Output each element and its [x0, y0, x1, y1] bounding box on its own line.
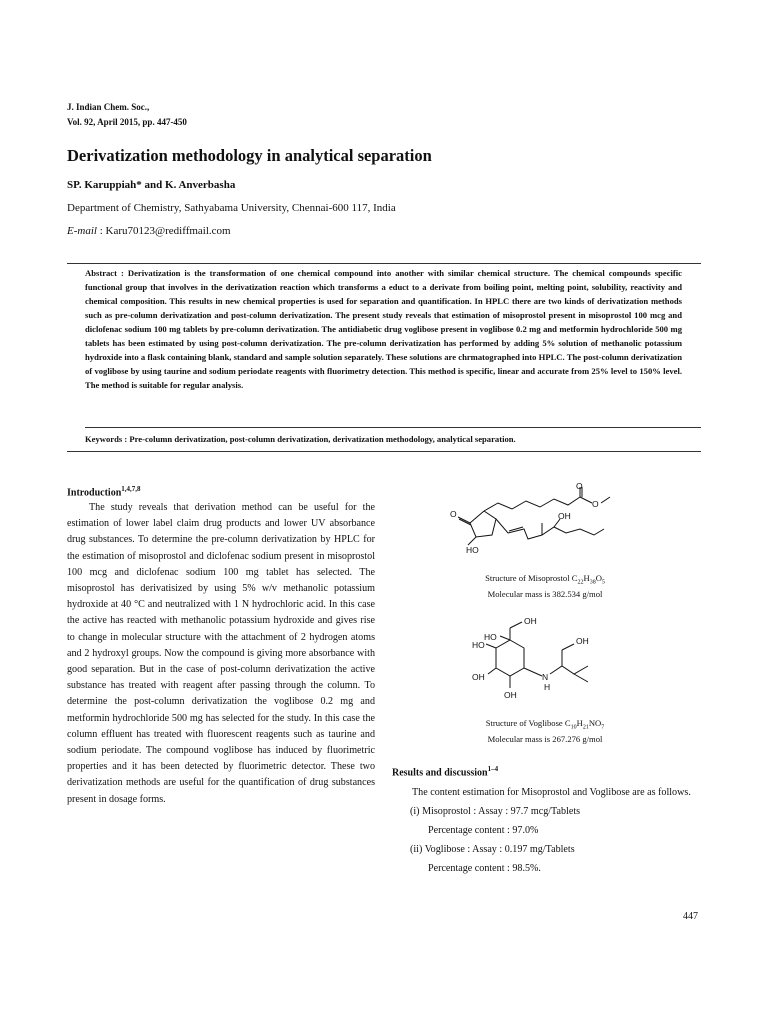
misoprostol-formula: Structure of Misoprostol $C_{22}H_{38}O_5$ [485, 573, 605, 586]
result-item-assay: Voglibose : Assay : 0.197 mg/Tablets [424, 844, 575, 855]
results-refs: 1–4 [487, 765, 499, 773]
result-item [392, 802, 704, 821]
atom-label: O [576, 483, 583, 491]
atom-label: N [542, 672, 549, 682]
voglibose-structure [466, 618, 646, 708]
result-item-number: (ii) [410, 844, 423, 855]
email-label: E-mail [67, 225, 97, 237]
results-heading-text: Results and discussion [392, 767, 488, 779]
atom-label: OH [558, 511, 571, 521]
result-item-percent: Percentage content : 98.5%. [428, 863, 541, 874]
page-number: 447 [683, 911, 698, 922]
misoprostol-mass: Molecular mass is 382.534 g/mol [487, 588, 603, 599]
journal-citation [67, 100, 187, 130]
atom-label: HO [472, 640, 485, 650]
introduction-heading-text: Introduction [67, 487, 122, 499]
results-intro: The content estimation for Misoprostol and Voglibose are as follows. [412, 787, 691, 798]
introduction-heading [67, 485, 141, 498]
introduction-refs: 1,4,7,8 [121, 485, 141, 493]
keywords: Keywords : Pre-column derivatization, post-column derivatization, derivatization methodology, analytical separation. [85, 434, 516, 444]
affiliation: Department of Chemistry, Sathyabama University, Chennai-600 117, India [67, 202, 396, 214]
atom-label: H [544, 682, 551, 692]
atom-label: OH [576, 636, 589, 646]
misoprostol-caption [430, 573, 660, 600]
result-item-percent: Percentage content : 97.0% [428, 825, 539, 836]
atom-label: OH [472, 672, 485, 682]
result-item-number: (i) [410, 806, 420, 817]
atom-label: HO [466, 545, 479, 555]
abstract-top-rule [67, 263, 701, 264]
abstract: Abstract : Derivatization is the transformation of one chemical compound into another with similar chemical structure. The chemical compounds specific functional group that involves in the derivatization reaction which transforms a educt to a derivate from boiling point, melting point, solubility, reactivity and chemical composition. This results in new chemical properties is used for separation and quantification. In HPLC there are two kinds of derivatization methods such as pre-column derivatization and post-column derivatization. The present study reveals that estimation of misoprostol present in misoprostol 100 mcg and diclofenac sodium 100 mg tablets by pre-column derivatization. The antidiabetic drug voglibose present in voglibose 0.2 mg and metformin hydrochloride 500 mg tablets has been estimated by using post-column derivatization. The pre-column derivatization has performed by adding 5% solution of methanolic potassium hydroxide into a flask containing blank, standard and sample solution separately. These solutions are chrmatographed into HPLC. The post-column derivatization of voglibose by using taurine and sodium periodate reagents with fluorimetry detection. This method is specific, linear and accurate from 25% level to 150% level. The method is suitable for regular analysis. [85, 268, 682, 390]
introduction-body [67, 500, 375, 808]
introduction-paragraph: The study reveals that derivation method can be useful for the estimation of lower label claim drug products and lower UV absorbance drug substances. To determine the pre-column derivatization by HPLC for the estimation of misoprostol and diclofenac sodium present in misoprostol 100 mcg and diclofenac sodium 100 mg tablet has selected. The misoprostol has derivatisized by using 5% w/v methanolic potassium hydroxide at 40 °C and neutralized with 1 N hydrochloric acid. In this case the active has reacted with methanolic potassium hydroxide and gives rise to change in molecular structure with the attachment of 2 hydrogen atoms and 2 hydroxyl groups. Now the compound is giving more absorbance with good separation. But in the case of post-column derivatization the active substance has treated with reagent after passing through the column. To determine the post-column derivatization the voglibose 0.2 mg and metformin hydrochloride 500 mg has selected for the study. In this case the column effluent has treated with fluorescent reagents such as taurine and sodium periodate. The compound voglibose has induced by fluorimetric properties and it has been detected by fluorimetric detector. These two derivatization methods are useful for the quantification of drug substances present in dosage forms. [67, 502, 375, 805]
abstract-mid-rule [85, 427, 701, 428]
voglibose-structure-drawing [466, 618, 646, 708]
voglibose-caption [430, 718, 660, 745]
journal-volume: Vol. 92, April 2015, pp. 447-450 [67, 117, 187, 127]
atom-label: O [592, 499, 599, 509]
result-item-assay: Misoprostol : Assay : 97.7 mcg/Tablets [422, 806, 581, 817]
voglibose-mass: Molecular mass is 267.276 g/mol [487, 733, 603, 744]
misoprostol-structure [446, 483, 646, 563]
results-body [392, 783, 704, 878]
atom-label: OH [504, 690, 517, 700]
atom-label: O [450, 509, 457, 519]
paper-title: Derivatization methodology in analytical separation [67, 146, 432, 165]
misoprostol-structure-drawing [446, 483, 646, 563]
email-address[interactable]: Karu70123@rediffmail.com [105, 225, 231, 237]
journal-name: J. Indian Chem. Soc., [67, 102, 150, 112]
voglibose-formula: Structure of Voglibose $C_{10}H_{21}NO_7$ [485, 718, 605, 731]
atom-label: OH [524, 618, 537, 626]
results-heading [392, 765, 498, 778]
email-separator: : [96, 225, 106, 237]
authors: SP. Karuppiah* and K. Anverbasha [67, 179, 236, 191]
abstract-bottom-rule [67, 451, 701, 452]
atom-label: HO [484, 632, 497, 642]
email-line [67, 225, 231, 237]
result-item [392, 840, 704, 859]
